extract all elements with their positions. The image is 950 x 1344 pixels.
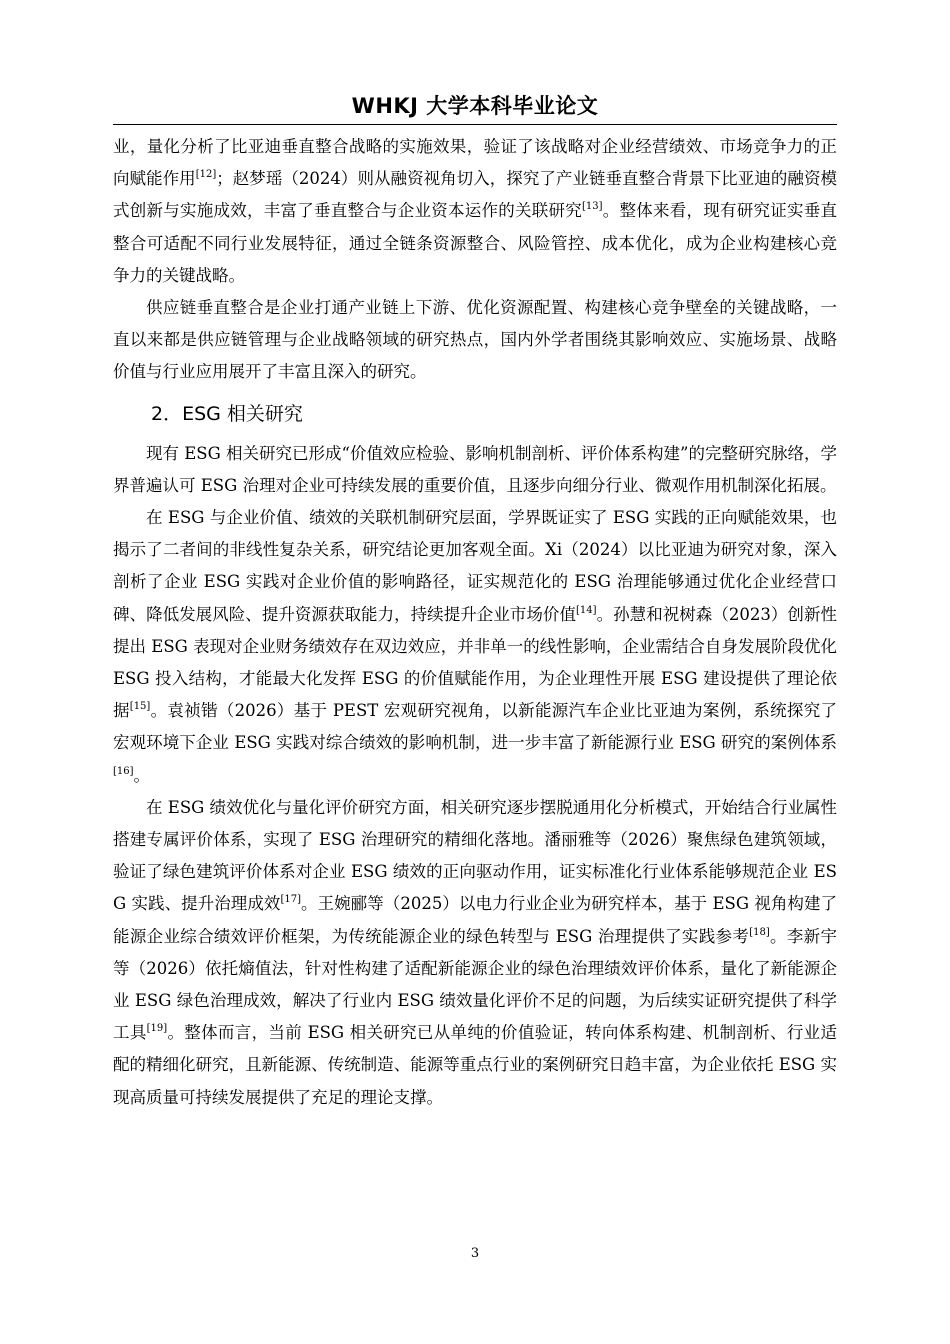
paragraph-text: 业，量化分析了比亚迪垂直整合战略的实施效果，验证了该战略对企业经营绩效、市场竞争力的正向赋能作用 — [113, 137, 837, 189]
paragraph-text: 。整体来看，现有研究证实垂直整合可适配不同行业发展特征，通过全链条资源整合、风险管控、成本优化，成为企业构建核心竞争力的关键战略。 — [113, 201, 838, 285]
paragraph-text: 。 — [133, 765, 151, 785]
paragraph-text: 。李新宇等（2026）依托熵值法，针对性构建了适配新能源企业的绿色治理绩效评价体系，量化了新能源企业 ESG 绿色治理成效，解决了行业内 ESG 绩效量化评价不足的问题，为后续实证研究提供了科学工具 — [113, 926, 837, 1043]
paragraph-text: 。孙慧和祝树森（2023）创新性提出 ESG 表现对企业财务绩效存在双边效应，并非单一的线性影响，企业需结合自身发展阶段优化 ESG 投入结构，才能最大化发挥 ESG 的价值赋能作用，为企业理性开展 ESG 建设提供了理论依据 — [113, 604, 838, 721]
paragraph-text: 在 ESG 绩效优化与量化评价研究方面，相关研究逐步摆脱通用化分析模式，开始结合行业属性搭建专属评价体系，实现了 ESG 治理研究的精细化落地。潘丽雅等（2026）聚焦绿色建筑领域，验证了绿色建筑评价体系对企业 ESG 绩效的正向驱动作用，证实标准化行业体系能够规范企业 ESG 实践、提升治理成效 — [113, 797, 837, 914]
paragraph-text: 现有 ESG 相关研究已形成“价值效应检验、影响机制剖析、评价体系构建”的完整研究脉络，学界普遍认可 ESG 治理对企业可持续发展的重要价值，且逐步向细分行业、微观作用机制深化拓展。 — [113, 443, 837, 495]
paragraph-text: ；赵梦瑶（2024）则从融资视角切入，探究了产业链垂直整合背景下比亚迪的融资模式创新与实施成效，丰富了垂直整合与企业资本运作的关联研究 — [113, 169, 837, 221]
citation-ref: [19] — [146, 1023, 168, 1035]
citation-ref: [15] — [129, 701, 151, 713]
citation-ref: [13] — [581, 201, 603, 213]
paragraph — [113, 792, 837, 1114]
paragraph-text: 在 ESG 与企业价值、绩效的关联机制研究层面，学界既证实了 ESG 实践的正向赋能效果，也揭示了二者间的非线性复杂关系，研究结论更加客观全面。Xi（2024）以比亚迪为研究对象，深入剖析了企业 ESG 实践对企业价值的影响路径，证实规范化的 ESG 治理能够通过优化企业经营口碑、降低发展风险、提升资源获取能力，持续提升企业市场价值 — [113, 508, 837, 624]
body-text — [113, 131, 837, 1114]
section-heading: 2．ESG 相关研究 — [151, 402, 303, 425]
paragraph — [113, 131, 837, 292]
citation-ref: [17] — [280, 894, 301, 906]
paragraph — [113, 438, 837, 502]
paragraph-group-top — [113, 131, 837, 389]
citation-ref: [18] — [749, 926, 770, 938]
paragraph-text: 供应链垂直整合是企业打通产业链上下游、优化资源配置、构建核心竞争壁垒的关键战略，一直以来都是供应链管理与企业战略领域的研究热点，国内外学者围绕其影响效应、实施场景、战略价值与行业应用展开了丰富且深入的研究。 — [113, 298, 837, 382]
paragraph — [113, 502, 837, 792]
running-header: WHKJ 大学本科毕业论文 — [351, 94, 599, 118]
paragraph-text: 。王婉郦等（2025）以电力行业企业为研究样本，基于 ESG 视角构建了能源企业综合绩效评价框架，为传统能源企业的绿色转型与 ESG 治理提供了实践参考 — [113, 894, 837, 946]
citation-ref: [12] — [195, 169, 217, 181]
citation-ref: [16] — [113, 765, 134, 777]
paragraph-text: 。整体而言，当前 ESG 相关研究已从单纯的价值验证，转向体系构建、机制剖析、行业适配的精细化研究，且新能源、传统制造、能源等重点行业的案例研究日趋丰富，为企业依托 ESG 实现高质量可持续发展提供了充足的理论支撑。 — [113, 1023, 837, 1107]
paragraph-group-bottom — [113, 438, 837, 1114]
page-number: 3 — [470, 1246, 480, 1261]
paragraph — [113, 292, 837, 389]
citation-ref: [14] — [576, 604, 597, 616]
paragraph-text: 。袁祯锴（2026）基于 PEST 宏观研究视角，以新能源汽车企业比亚迪为案例，系统探究了宏观环境下企业 ESG 实践对综合绩效的影响机制，进一步丰富了新能源行业 ESG 研究的案例体系 — [113, 701, 838, 753]
header-rule — [113, 124, 837, 125]
